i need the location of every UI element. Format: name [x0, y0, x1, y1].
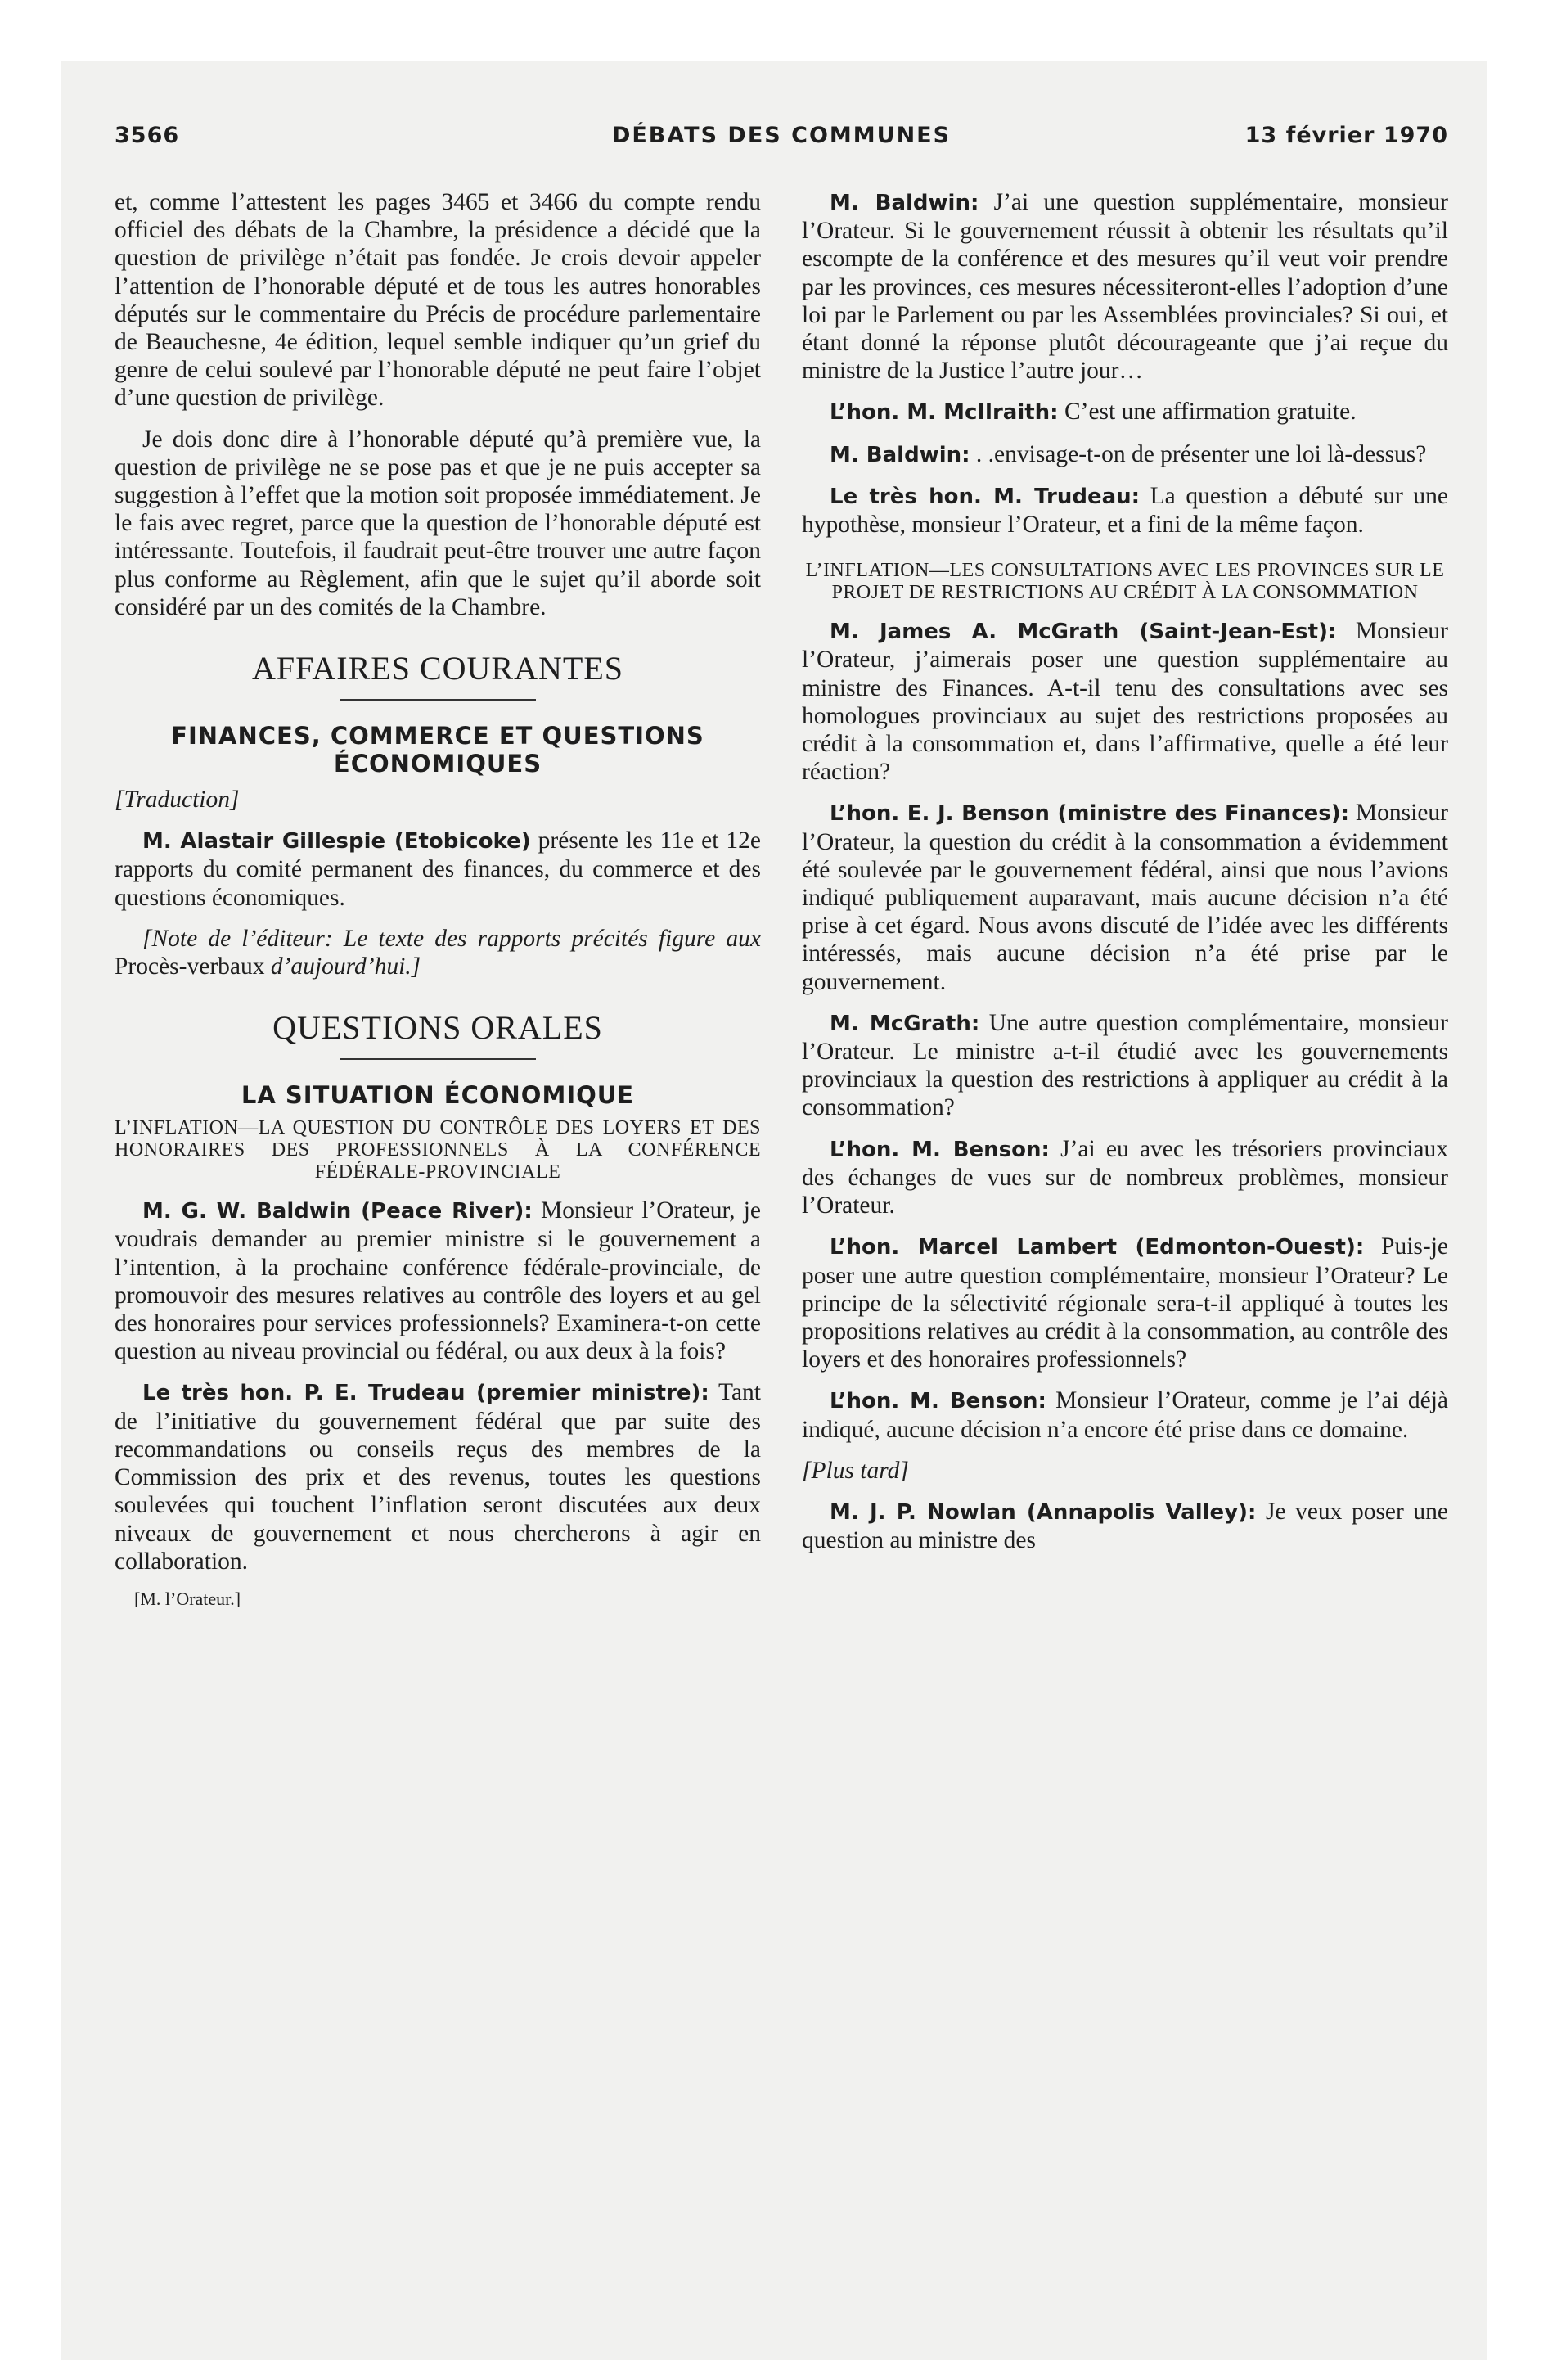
speech-text: C’est une affirmation gratuite.	[1058, 399, 1357, 426]
subsection-heading: FINANCES, COMMERCE ET QUESTIONS ÉCONOMIQUES	[171, 722, 704, 778]
heading-rule	[340, 1058, 536, 1060]
paragraph: Je dois donc dire à l’honorable député qu’à première vue, la question de privilège ne se pose pas et que je ne puis accepter sa suggestion à l’effet que la motion soit proposée immédiatement. Je le fais avec regret, parce que la question de l’honorable député est intéressante. Toutefois, il faudrait peut-être trouver une autre façon plus conforme au Règlement, afin que le sujet qu’il aborde soit considéré par un des comités de la Chambre.	[115, 426, 761, 620]
speech-text: Je veux poser une question au ministre des	[802, 1498, 1448, 1554]
speaker-name: L’hon. M. Benson:	[830, 1389, 1046, 1414]
paragraph	[115, 827, 761, 912]
editor-note: [Note de l’éditeur: Le texte des rapports précités figure aux Procès-verbaux d’aujourd’hui.]	[115, 925, 761, 980]
paragraph	[802, 1233, 1448, 1373]
speaker-name: Le très hon. P. E. Trudeau (premier ministre):	[142, 1381, 709, 1406]
section-heading: AFFAIRES COURANTES	[252, 650, 623, 687]
paragraph	[802, 398, 1448, 426]
speech-text: . .envisage-t-on de présenter une loi là-dessus?	[970, 440, 1427, 467]
speech-text: Monsieur l’Orateur, comme je l’ai déjà indiqué, aucune décision n’a encore été prise dans ce domaine.	[802, 1387, 1448, 1443]
paragraph	[802, 799, 1448, 995]
topic-heading: L’INFLATION—LES CONSULTATIONS AVEC LES PROVINCES SUR LE PROJET DE RESTRICTIONS AU CRÉDIT À LA CONSOMMATION	[805, 560, 1445, 604]
paragraph: et, comme l’attestent les pages 3465 et 3466 du compte rendu officiel des débats de la Chambre, la présidence a décidé que la question de privilège n’était pas fondée. Je crois devoir appeler l’attention de l’honorable député et de tous les autres honorables députés sur le commentaire du Précis de procédure parlementaire de Beauchesne, 4e édition, lequel semble indiquer qu’un grief du genre de celui soulevé par l’honorable député ne peut faire l’objet d’une question de privilège.	[115, 189, 761, 412]
publication-title: DÉBATS DES COMMUNES	[611, 123, 952, 148]
paragraph	[802, 440, 1448, 469]
paragraph	[802, 1386, 1448, 1443]
speaker-name: M. James A. McGrath (Saint-Jean-Est):	[830, 620, 1337, 645]
translation-note: [Traduction]	[115, 787, 240, 814]
paragraph	[115, 1378, 761, 1575]
speech-text: Puis-je poser une autre question complémentaire, monsieur l’Orateur? Le principe de la sélectivité régionale sera-t-il appliqué à toutes les propositions relatives au crédit à la consommation, au contrôle des loyers et des honoraires professionnels?	[802, 1233, 1448, 1373]
speech-text: Monsieur l’Orateur, je voudrais demander au premier ministre si le gouvernement a l’intention, à la prochaine conférence fédérale-provinciale, de promouvoir des mesures relatives au contrôle des loyers et au gel des honoraires pour services professionnels? Examinera-t-on cette question au niveau provincial ou fédéral, ou aux deux à la fois?	[115, 1197, 761, 1365]
speech-text: La question a débuté sur une hypothèse, monsieur l’Orateur, et a fini de la même façon.	[802, 482, 1448, 539]
speaker-name: M. Alastair Gillespie (Etobicoke)	[142, 829, 531, 854]
paragraph	[802, 188, 1448, 385]
footer-note: [M. l’Orateur.]	[134, 1588, 241, 1609]
running-header	[115, 123, 1448, 156]
speech-text: Monsieur l’Orateur, j’aimerais poser une question supplémentaire au ministre des Finances. A-t-il tenu des consultations avec ses homologues provinciaux au sujet des restrictions proposées au crédit à la consommation et, dans l’affirmative, quelle a été leur réaction?	[802, 618, 1448, 786]
speaker-name: L’hon. M. Benson:	[830, 1137, 1050, 1162]
speaker-name: M. Baldwin:	[830, 191, 979, 215]
speech-text: J’ai eu avec les trésoriers provinciaux des échanges de vues sur de nombreux problèmes, monsieur l’Orateur.	[802, 1135, 1448, 1219]
subsection-heading: LA SITUATION ÉCONOMIQUE	[241, 1081, 635, 1110]
section-heading: QUESTIONS ORALES	[272, 1009, 603, 1047]
speaker-name: M. McGrath:	[830, 1011, 980, 1036]
heading-rule	[340, 699, 536, 701]
paragraph	[802, 1498, 1448, 1554]
speaker-name: Le très hon. M. Trudeau:	[830, 484, 1141, 509]
right-column	[802, 188, 1448, 1567]
speaker-name: M. G. W. Baldwin (Peace River):	[142, 1199, 533, 1224]
speech-text: Monsieur l’Orateur, la question du crédit à la consommation a évidemment été soulevée par le gouvernement fédéral, ainsi que nous l’avions indiqué publiquement auparavant, mais aucune décision n’a été prise à cet égard. Nous avons discuté de l’idée avec les différents intéressés, mais aucune décision n’a été prise par le gouvernement.	[802, 800, 1448, 995]
speaker-name: L’hon. Marcel Lambert (Edmonton-Ouest):	[830, 1235, 1365, 1260]
paragraph	[802, 1135, 1448, 1220]
issue-date: 13 février 1970	[1244, 123, 1448, 148]
paragraph	[802, 1009, 1448, 1122]
speaker-name: L’hon. E. J. Benson (ministre des Finances):	[830, 801, 1350, 827]
document-page	[115, 123, 1448, 1609]
paragraph	[115, 1197, 761, 1365]
paragraph	[802, 482, 1448, 539]
speaker-name: L’hon. M. McIlraith:	[830, 400, 1059, 426]
speech-text: Tant de l’initiative du gouvernement fédéral que par suite des recommandations ou conseils reçus des membres de la Commission des prix et des revenus, toutes les questions soulevées qui touchent l’inflation seront discutées aux deux niveaux de gouvernement et nous chercherons à agir en collaboration.	[115, 1379, 762, 1575]
left-column	[115, 188, 761, 1610]
speech-text: présente les 11e et 12e rapports du comité permanent des finances, du commerce et des questions économiques.	[115, 827, 761, 911]
topic-heading: L’INFLATION—LA QUESTION DU CONTRÔLE DES LOYERS ET DES HONORAIRES DES PROFESSIONNELS À LA CONFÉRENCE FÉDÉRALE-PROVINCIALE	[115, 1117, 761, 1183]
page-number: 3566	[115, 123, 180, 148]
speaker-name: M. Baldwin:	[830, 442, 970, 467]
paragraph	[802, 617, 1448, 786]
speaker-name: M. J. P. Nowlan (Annapolis Valley):	[830, 1499, 1257, 1525]
speech-text: Une autre question complémentaire, monsieur l’Orateur. Le ministre a-t-il étudié avec les gouvernements provinciaux la question des restrictions à appliquer au crédit à la consommation?	[802, 1009, 1448, 1121]
time-note: [Plus tard]	[802, 1457, 909, 1484]
speech-text: J’ai une question supplémentaire, monsieur l’Orateur. Si le gouvernement réussit à obtenir les résultats qu’il escompte de la conférence et des mesures qu’il veut voir prendre par les provinces, ces mesures nécessiteront-elles l’adoption d’une loi par le Parlement ou par les Assemblées provinciales? Si oui, et étant donné la réponse plutôt décourageante que j’ai reçue du ministre de la Justice l’autre jour…	[802, 189, 1448, 385]
